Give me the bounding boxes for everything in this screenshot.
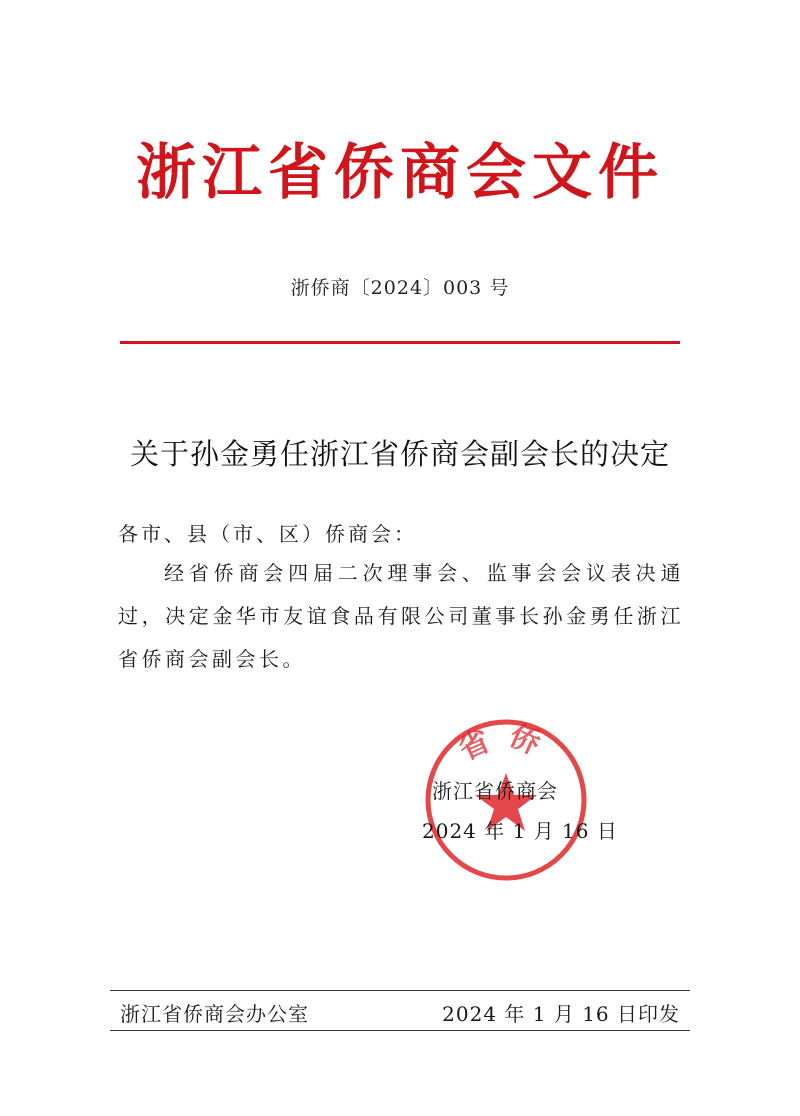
header-red-divider <box>120 341 680 344</box>
footer-issuer: 浙江省侨商会办公室 <box>120 1002 309 1026</box>
salutation: 各市、县（市、区）侨商会： <box>118 522 417 546</box>
svg-text:省侨 <box>454 718 559 768</box>
document-number: 浙侨商〔2024〕003 号 <box>290 277 510 299</box>
signature-date: 2024 年 1 月 16 日 <box>422 819 618 843</box>
footer-top-divider <box>110 990 690 991</box>
document-header-title: 浙江省侨商会文件 <box>136 138 664 208</box>
document-subject: 关于孙金勇任浙江省侨商会副会长的决定 <box>129 437 670 471</box>
footer-issue-date: 2024 年 1 月 16 日印发 <box>442 1002 680 1026</box>
footer-bottom-divider <box>110 1030 690 1031</box>
signature-organization: 浙江省侨商会 <box>432 779 558 803</box>
seal-text: 省侨 <box>453 717 559 768</box>
body-paragraph: 经省侨商会四届二次理事会、监事会会议表决通过，决定金华市友谊食品有限公司董事长孙金勇任浙江省侨商会副会长。 <box>118 561 684 671</box>
